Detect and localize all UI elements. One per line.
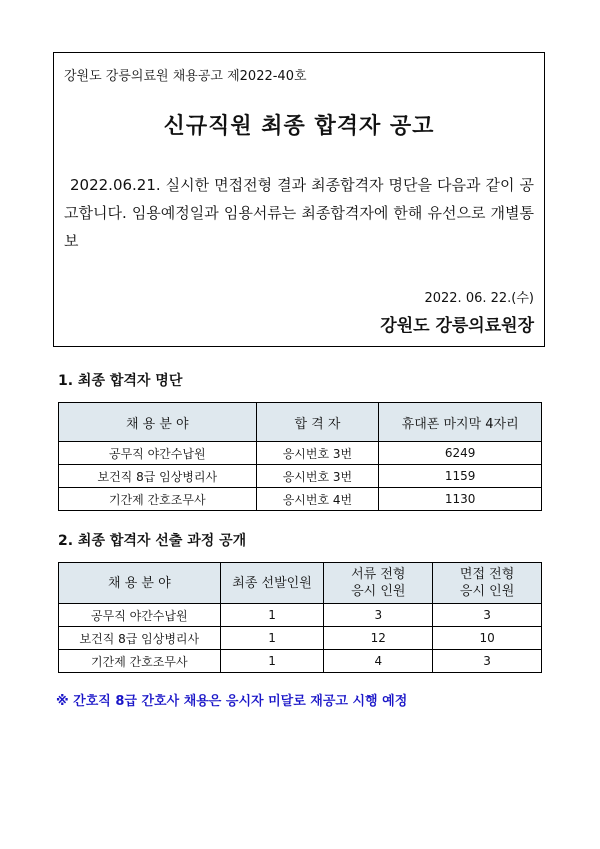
section1-heading: 1. 최종 합격자 명단: [58, 373, 183, 389]
table-cell: 응시번호 3번: [256, 442, 379, 465]
notice-body: 2022.06.21. 실시한 면접전형 결과 최종합격자 명단을 다음과 같이 공고합니다. 임용예정일과 임용서류는 최종합격자에 한해 유선으로 개별통보: [64, 176, 534, 250]
table-cell: 1159: [379, 465, 542, 488]
table-cell: 3: [324, 604, 433, 627]
table-cell: 보건직 8급 임상병리사: [59, 465, 257, 488]
table-cell: 10: [433, 627, 542, 650]
table-cell: 보건직 8급 임상병리사: [59, 627, 221, 650]
column-header: 채 용 분 야: [59, 403, 257, 442]
table-row: [59, 604, 542, 627]
table-header-row: [59, 563, 542, 604]
page-title: 신규직원 최종 합격자 공고: [163, 114, 435, 139]
table-cell: 4: [324, 650, 433, 673]
notice-signer: 강원도 강릉의료원장: [380, 316, 534, 336]
section2-heading: 2. 최종 합격자 선출 과정 공개: [58, 533, 247, 549]
table-cell: 3: [433, 650, 542, 673]
table-cell: 공무직 야간수납원: [59, 604, 221, 627]
table-cell: 공무직 야간수납원: [59, 442, 257, 465]
announcement-number: 강원도 강릉의료원 채용공고 제2022-40호: [64, 69, 307, 84]
table-cell: 12: [324, 627, 433, 650]
table-row: [59, 442, 542, 465]
column-header: 서류 전형 응시 인원: [324, 563, 433, 604]
column-header: 합 격 자: [256, 403, 379, 442]
table-cell: 응시번호 3번: [256, 465, 379, 488]
footnote: ※ 간호직 8급 간호사 채용은 응시자 미달로 재공고 시행 예정: [56, 694, 408, 709]
column-header: 휴대폰 마지막 4자리: [379, 403, 542, 442]
table-row: [59, 650, 542, 673]
table-cell: 1: [220, 650, 324, 673]
table-cell: 1: [220, 604, 324, 627]
table-row: [59, 488, 542, 511]
table-cell: 기간제 간호조무사: [59, 650, 221, 673]
column-header: 채 용 분 야: [59, 563, 221, 604]
table-header-row: [59, 403, 542, 442]
notice-date: 2022. 06. 22.(수): [424, 291, 534, 306]
table-cell: 3: [433, 604, 542, 627]
column-header: 최종 선발인원: [220, 563, 324, 604]
selection-process-table: [58, 562, 542, 673]
table-cell: 1: [220, 627, 324, 650]
table-cell: 응시번호 4번: [256, 488, 379, 511]
table-cell: 6249: [379, 442, 542, 465]
table-row: [59, 627, 542, 650]
final-passers-table: [58, 402, 542, 511]
column-header: 면접 전형 응시 인원: [433, 563, 542, 604]
table-cell: 기간제 간호조무사: [59, 488, 257, 511]
notice-box: [53, 52, 545, 347]
table-cell: 1130: [379, 488, 542, 511]
table-row: [59, 465, 542, 488]
